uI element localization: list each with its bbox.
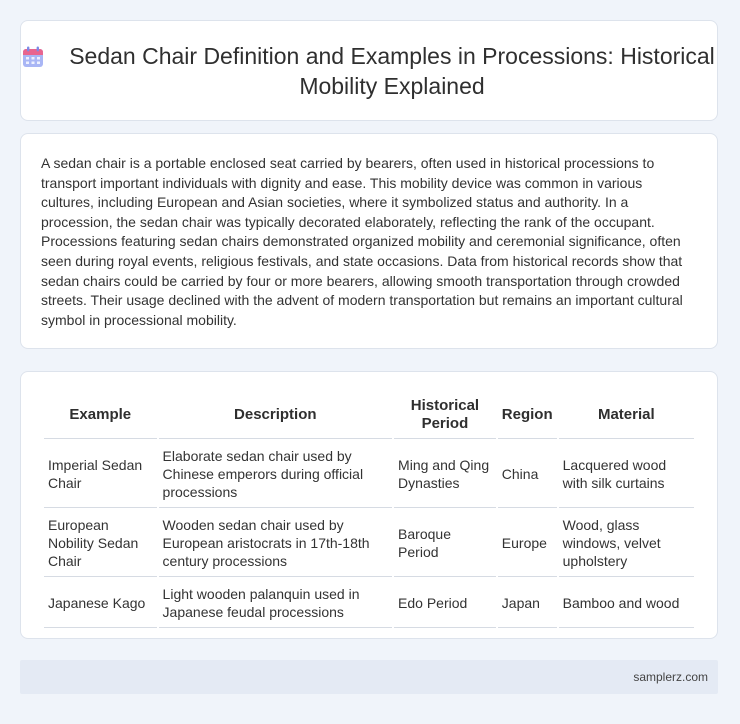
title-card: [20, 20, 718, 121]
cell-description: Wooden sedan chair used by European aristocrats in 17th-18th century processions: [159, 510, 393, 577]
description-text: A sedan chair is a portable enclosed seat carried by bearers, often used in historical processions to transport important individuals with dignity and ease. This mobility device was common in various cultures, including European and Asian societies, where it symbolized status and authority. In a procession, the sedan chair was typically decorated elaborately, reflecting the rank of the occupant. Processions featuring sedan chairs demonstrated organized mobility and ceremonial significance, often seen during royal events, religious festivals, and state occasions. Data from historical records show that sedan chairs could be carried by four or more bearers, allowing smooth transportation through crowded streets. Their usage declined with the advent of modern transportation but remains an important cultural symbol in processional mobility.: [41, 155, 683, 328]
examples-table: [42, 390, 696, 630]
cell-region: Japan: [498, 579, 557, 628]
cell-region: Europe: [498, 510, 557, 577]
header-example: Example: [44, 392, 157, 439]
header-material: Material: [559, 392, 694, 439]
header-region: Region: [498, 392, 557, 439]
cell-description: Elaborate sedan chair used by Chinese emperors during official processions: [159, 441, 393, 508]
header-historical-period: Historical Period: [394, 392, 496, 439]
table-row: [44, 579, 694, 628]
description-card: [20, 133, 718, 349]
table-row: [44, 441, 694, 508]
table-row: [44, 510, 694, 577]
cell-historical-period: Baroque Period: [394, 510, 496, 577]
cell-material: Bamboo and wood: [559, 579, 694, 628]
cell-region: China: [498, 441, 557, 508]
footer: [20, 660, 718, 694]
table-header-row: [44, 392, 694, 439]
cell-material: Lacquered wood with silk curtains: [559, 441, 694, 508]
cell-historical-period: Ming and Qing Dynasties: [394, 441, 496, 508]
footer-site-link[interactable]: samplerz.com: [633, 670, 708, 684]
calendar-icon: [21, 45, 45, 69]
cell-historical-period: Edo Period: [394, 579, 496, 628]
title-wrap: [21, 41, 717, 101]
header-description: Description: [159, 392, 393, 439]
cell-description: Light wooden palanquin used in Japanese feudal processions: [159, 579, 393, 628]
table-card: [20, 371, 718, 639]
cell-example: Imperial Sedan Chair: [44, 441, 157, 508]
cell-material: Wood, glass windows, velvet upholstery: [559, 510, 694, 577]
page-title: Sedan Chair Definition and Examples in Processions: Historical Mobility Explained: [69, 42, 715, 99]
cell-example: European Nobility Sedan Chair: [44, 510, 157, 577]
cell-example: Japanese Kago: [44, 579, 157, 628]
